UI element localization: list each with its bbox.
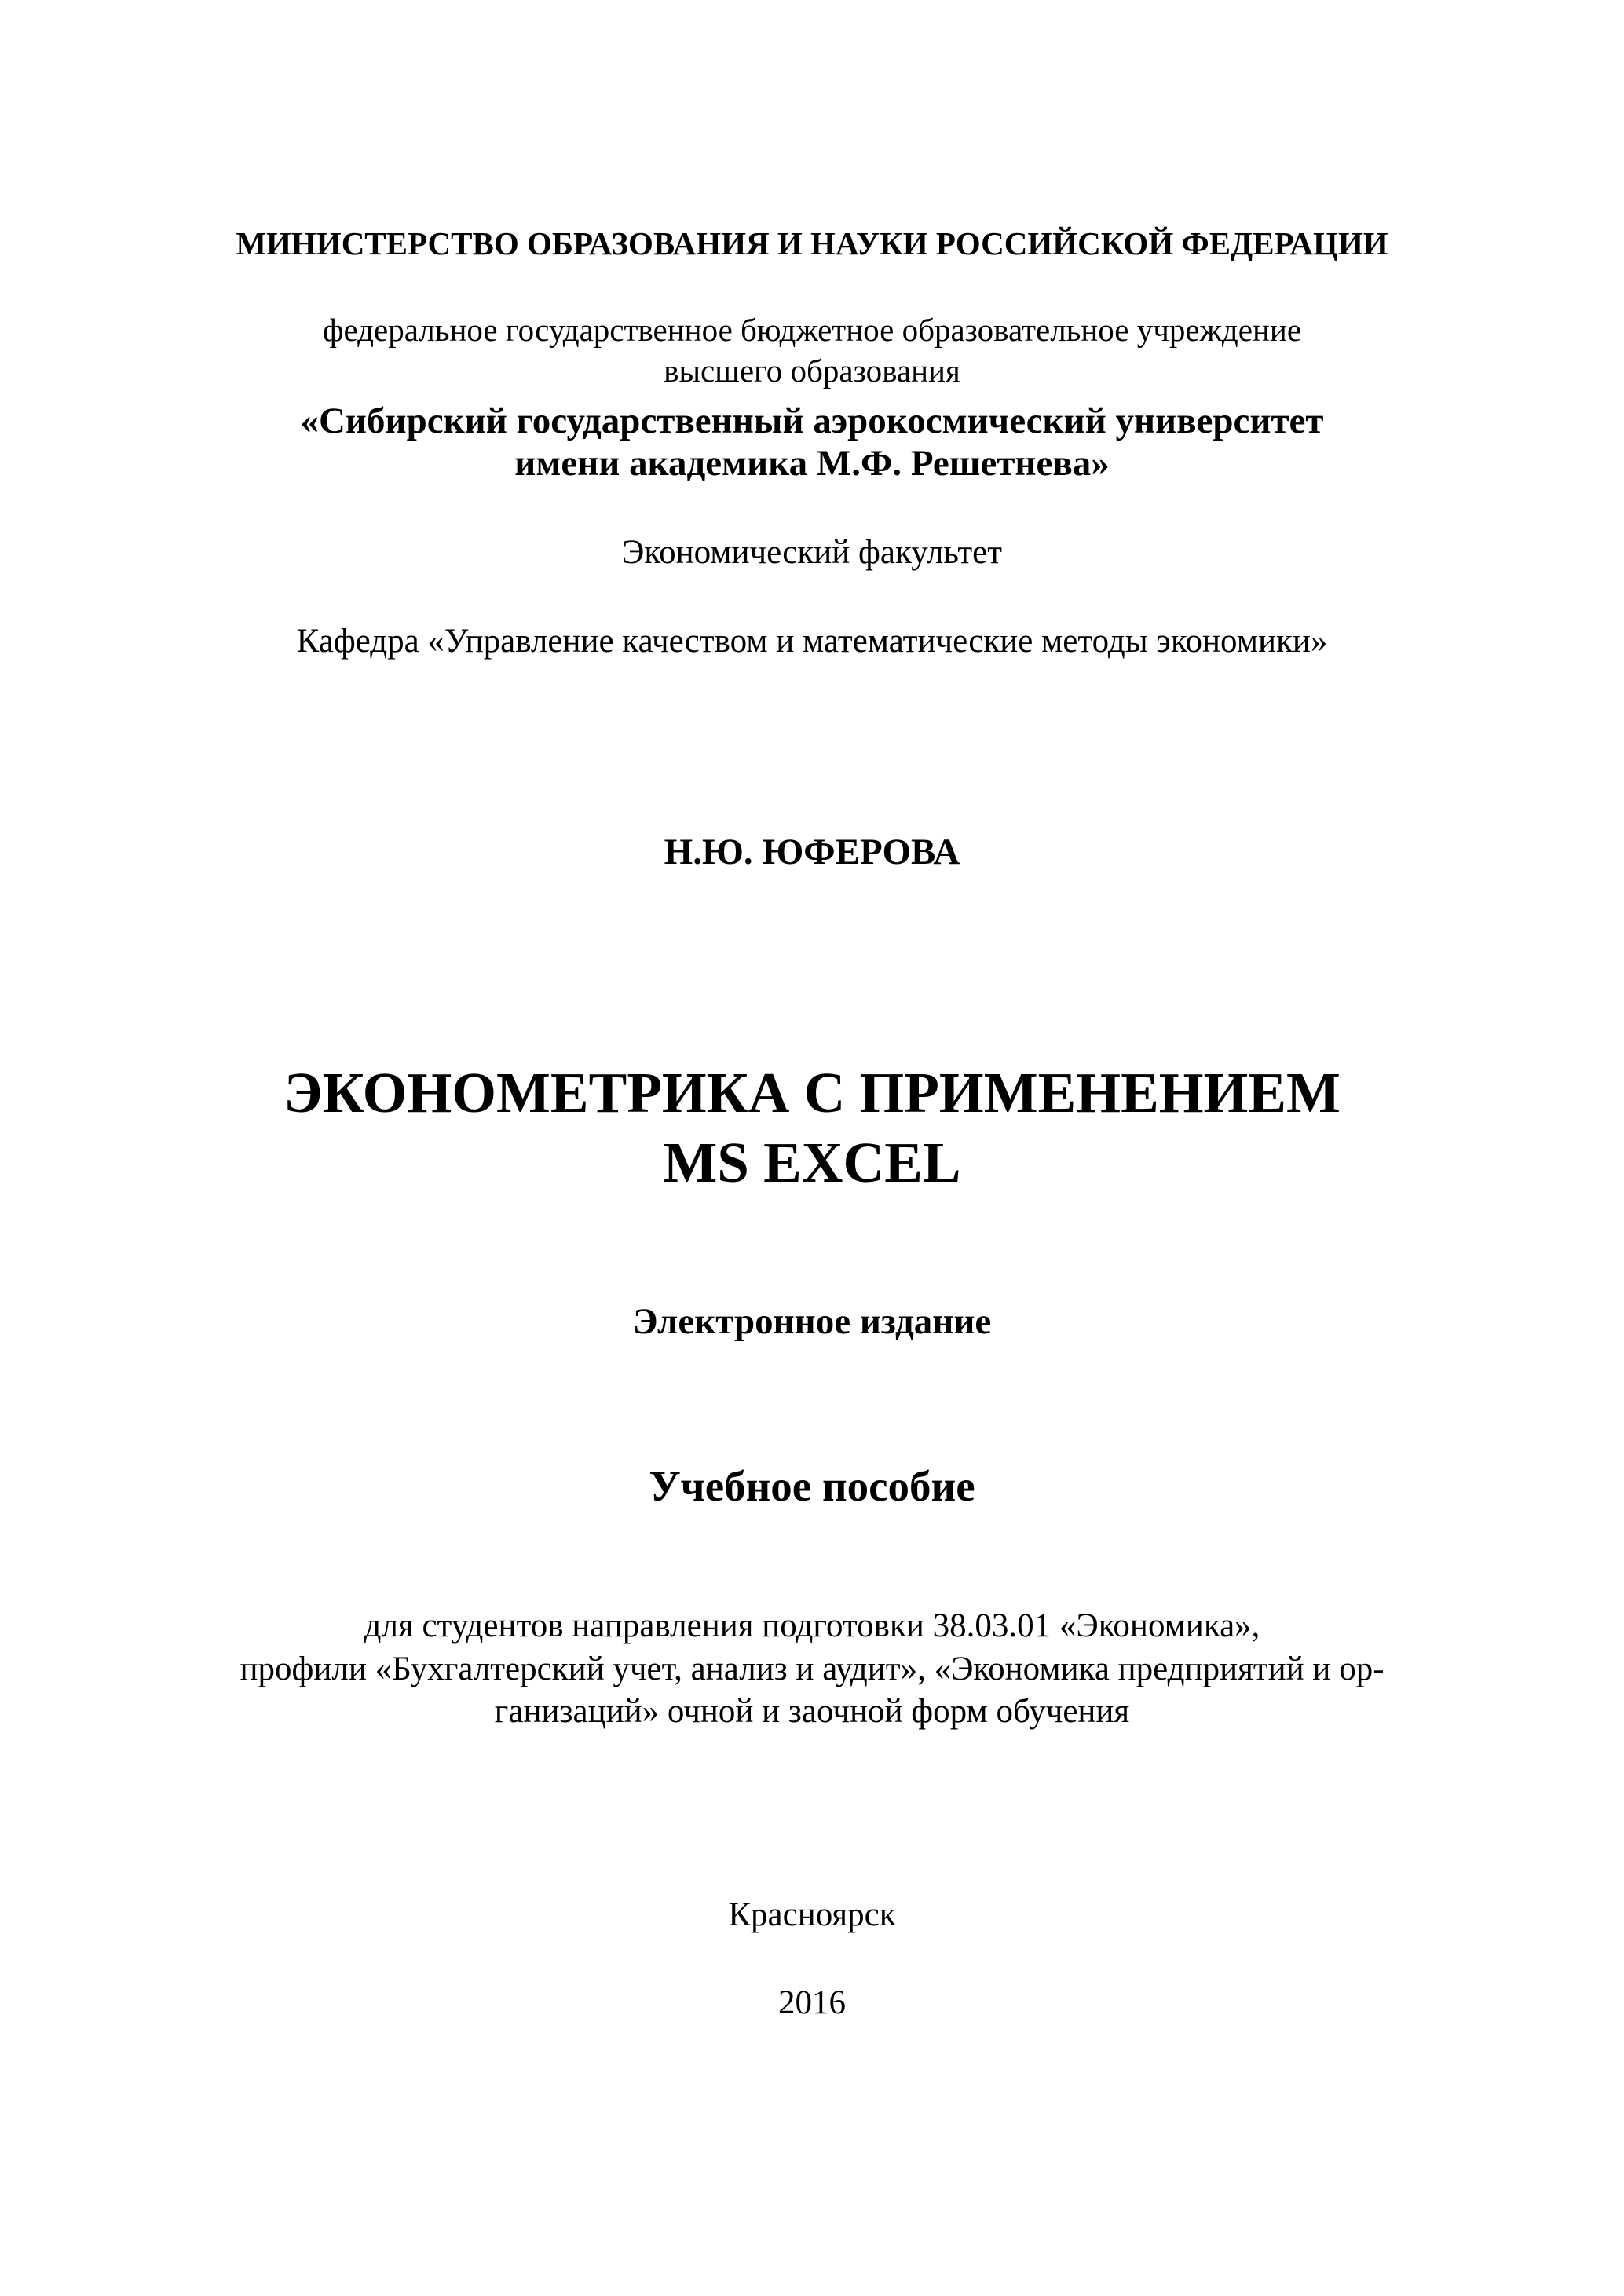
department-name: Кафедра «Управление качеством и математические методы экономики» (296, 623, 1328, 660)
book-title-line-2: MS EXCEL (663, 1131, 961, 1194)
book-title-line-1: ЭКОНОМЕТРИКА С ПРИМЕНЕНИЕМ (283, 1061, 1341, 1124)
audience-line-3: ганизаций» очной и заочной форм обучения (494, 1693, 1130, 1730)
faculty-name: Экономический факультет (622, 534, 1002, 571)
publication-year: 2016 (778, 1984, 846, 2021)
author-name: Н.Ю. ЮФЕРОВА (664, 832, 960, 872)
university-name-line-2: имени академика М.Ф. Решетнева» (514, 443, 1110, 484)
audience-line-1: для студентов направления подготовки 38.03.01 «Экономика», (364, 1607, 1260, 1644)
publication-city: Красноярск (728, 1896, 896, 1933)
edition-label: Электронное издание (632, 1301, 992, 1342)
institution-type-line-1: федеральное государственное бюджетное образовательное учреждение (322, 312, 1302, 348)
ministry-name: МИНИСТЕРСТВО ОБРАЗОВАНИЯ И НАУКИ РОССИЙСКОЙ ФЕДЕРАЦИИ (236, 225, 1388, 261)
audience-line-2: профили «Бухгалтерский учет, анализ и аудит», «Экономика предприятий и ор- (240, 1651, 1384, 1687)
institution-type-line-2: высшего образования (664, 353, 960, 389)
document-type: Учебное пособие (649, 1462, 975, 1510)
university-name-line-1: «Сибирский государственный аэрокосмический университет (300, 400, 1324, 441)
